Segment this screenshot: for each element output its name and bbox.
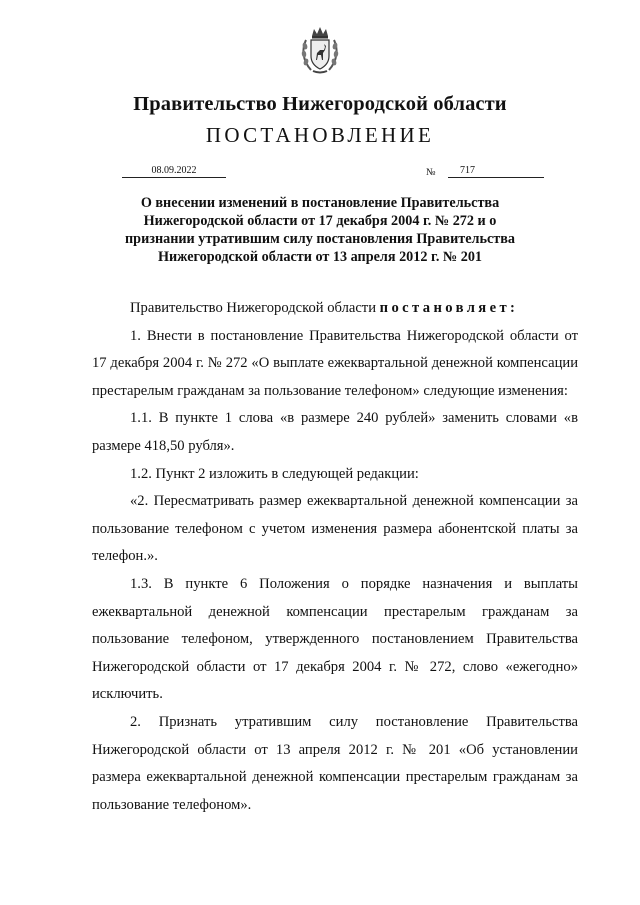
paragraph-1: 1. Внести в постановление Правительства Нижегородской области от 17 декабря 2004 г. № 272 «О выплате ежеквартальной денежной компенсации престарелым гражданам за пользование телефоном» следующие изменения: (92, 327, 578, 399)
decree-number: 717 (448, 165, 544, 178)
paragraph-1-2-quote: «2. Пересматривать размер ежеквартальной денежной компенсации за пользование телефоном с учетом изменения размера абонентской платы за телефон.». (92, 493, 578, 565)
intro-paragraph (92, 295, 578, 323)
paragraph-1-3: 1.3. В пункте 6 Положения о порядке назначения и выплаты ежеквартальной денежной компенсации престарелым гражданам за пользование телефоном, утвержденного постановлением Правительства Нижегородской области от 17 декабря 2004 г. № 272, слово «ежегодно» исключить. (92, 575, 578, 703)
subject-line: Нижегородской области от 17 декабря 2004 г. № 272 и о (143, 213, 497, 229)
number-sign: № (426, 167, 436, 178)
paragraph-2: 2. Признать утратившим силу постановление Правительства Нижегородской области от 13 апреля 2012 г. № 201 «Об установлении размера ежеквартальной денежной компенсации престарелым гражданам за пользование телефоном». (92, 713, 578, 813)
decree-subject (118, 194, 522, 266)
intro-text: Правительство Нижегородской области (130, 300, 380, 316)
document-type: ПОСТАНОВЛЕНИЕ (205, 123, 435, 147)
decree-body (92, 295, 578, 819)
coat-of-arms-icon (301, 26, 339, 74)
subject-line: Нижегородской области от 13 апреля 2012 г. № 201 (157, 249, 483, 265)
decree-word: постановляет: (379, 300, 519, 316)
subject-line: признании утратившим силу постановления Правительства (125, 231, 515, 247)
decree-date: 08.09.2022 (122, 165, 226, 178)
paragraph-1-2: 1.2. Пункт 2 изложить в следующей редакции: (130, 465, 419, 482)
government-title: Правительство Нижегородской области (133, 93, 507, 115)
paragraph-1-1: 1.1. В пункте 1 слова «в размере 240 рублей» заменить словами «в размере 418,50 рубля». (92, 410, 578, 454)
subject-line: О внесении изменений в постановление Правительства (140, 195, 500, 211)
